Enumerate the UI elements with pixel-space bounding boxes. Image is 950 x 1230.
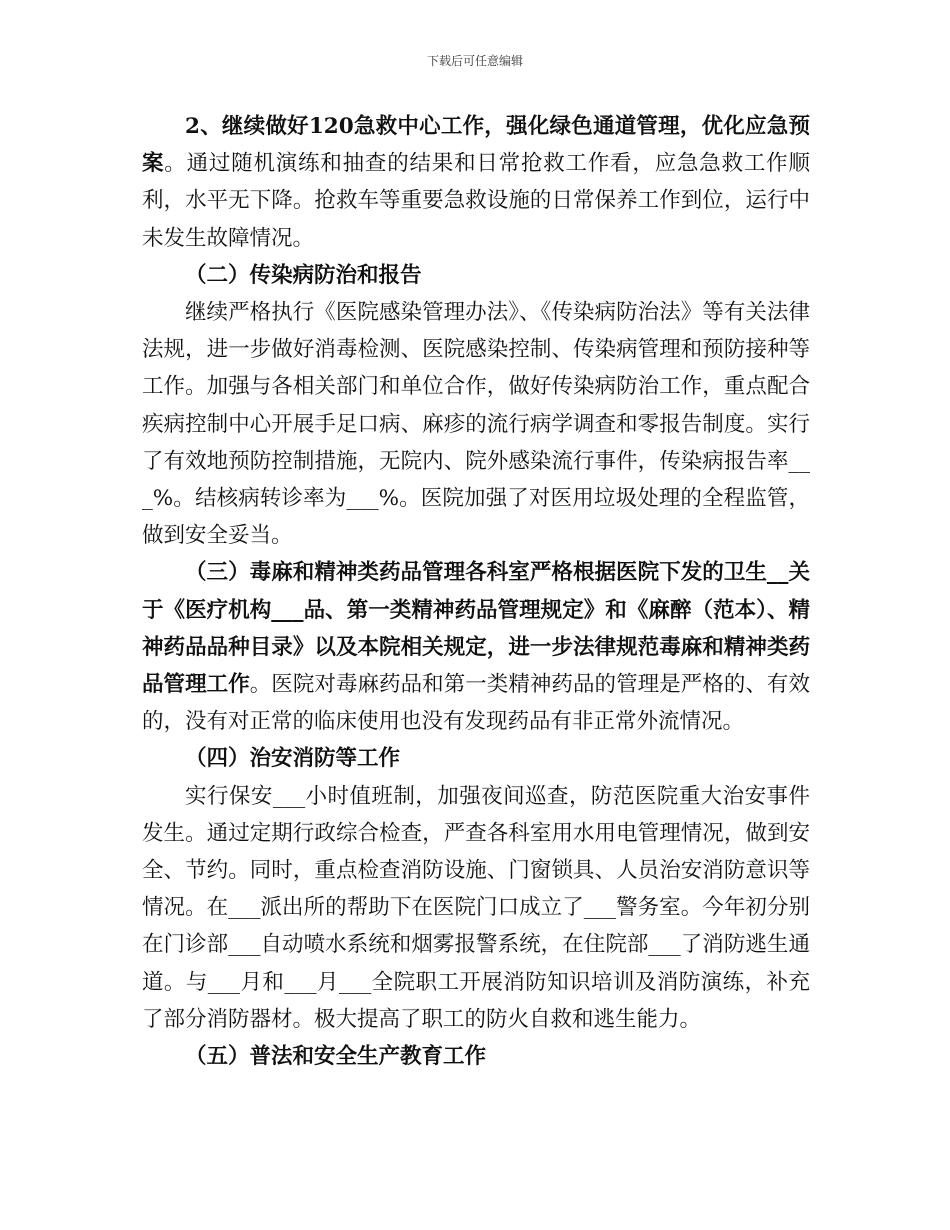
- section-heading-security-fire: （四）治安消防等工作: [185, 746, 401, 772]
- paragraph-lead-bold: （三）毒麻和精神类药品管理各科室严格根据医院下发的卫生__关于《医疗机构___品、第一类精神药品管理规定》和《麻醉（范本）、精神药品品种目录》以及本院相关规定，进一步法律规范毒麻和精神类药品管理工作: [142, 560, 810, 698]
- paragraph-infectious-disease: 继续严格执行《医院感染管理办法》、《传染病防治法》等有关法律法规，进一步做好消毒检测、医院感染控制、传染病管理和预防接种等工作。加强与各相关部门和单位合作，做好传染病防治工作，重点配合疾病控制中心开展手足口病、麻疹的流行病学调查和零报告制度。实行了有效地预防控制措施，无院内、院外感染流行事件，传染病报告率___%。结核病转诊率为___%。医院加强了对医用垃圾处理的全程监管，做到安全妥当。: [142, 300, 810, 549]
- paragraph-security-fire: 实行保安___小时值班制，加强夜间巡查，防范医院重大治安事件发生。通过定期行政综合检查，严查各科室用水用电管理情况，做到安全、节约。同时，重点检查消防设施、门窗锁具、人员治安消防意识等情况。在___派出所的帮助下在医院门口成立了___警务室。今年初分别在门诊部___自动喷水系统和烟雾报警系统，在住院部___了消防逃生通道。与___月和___月___全院职工开展消防知识培训及消防演练，补充了部分消防器材。极大提高了职工的防火自救和逃生能力。: [142, 783, 810, 1032]
- section-heading-legal-safety-education: （五）普法和安全生产教育工作: [185, 1044, 487, 1070]
- paragraph-lead-bold: 2、继续做好120急救中心工作，强化绿色通道管理，优化应急预案: [142, 114, 810, 177]
- paragraph-text: 。医院对毒麻药品和第一类精神药品的管理是严格的、有效的，没有对正常的临床使用也没有发现药品有非正常外流情况。: [142, 672, 810, 735]
- paragraph-narcotics-management: [142, 554, 810, 740]
- document-body: [142, 108, 810, 1075]
- section-heading-infectious-disease: （二）传染病防治和报告: [185, 262, 422, 288]
- paragraph-text: 。通过随机演练和抽查的结果和日常抢救工作看，应急急救工作顺利，水平无下降。抢救车等重要急救设施的日常保养工作到位，运行中未发生故障情况。: [142, 151, 810, 251]
- paragraph-emergency-center: [142, 108, 810, 257]
- page-header: 下载后可任意编辑: [426, 54, 523, 68]
